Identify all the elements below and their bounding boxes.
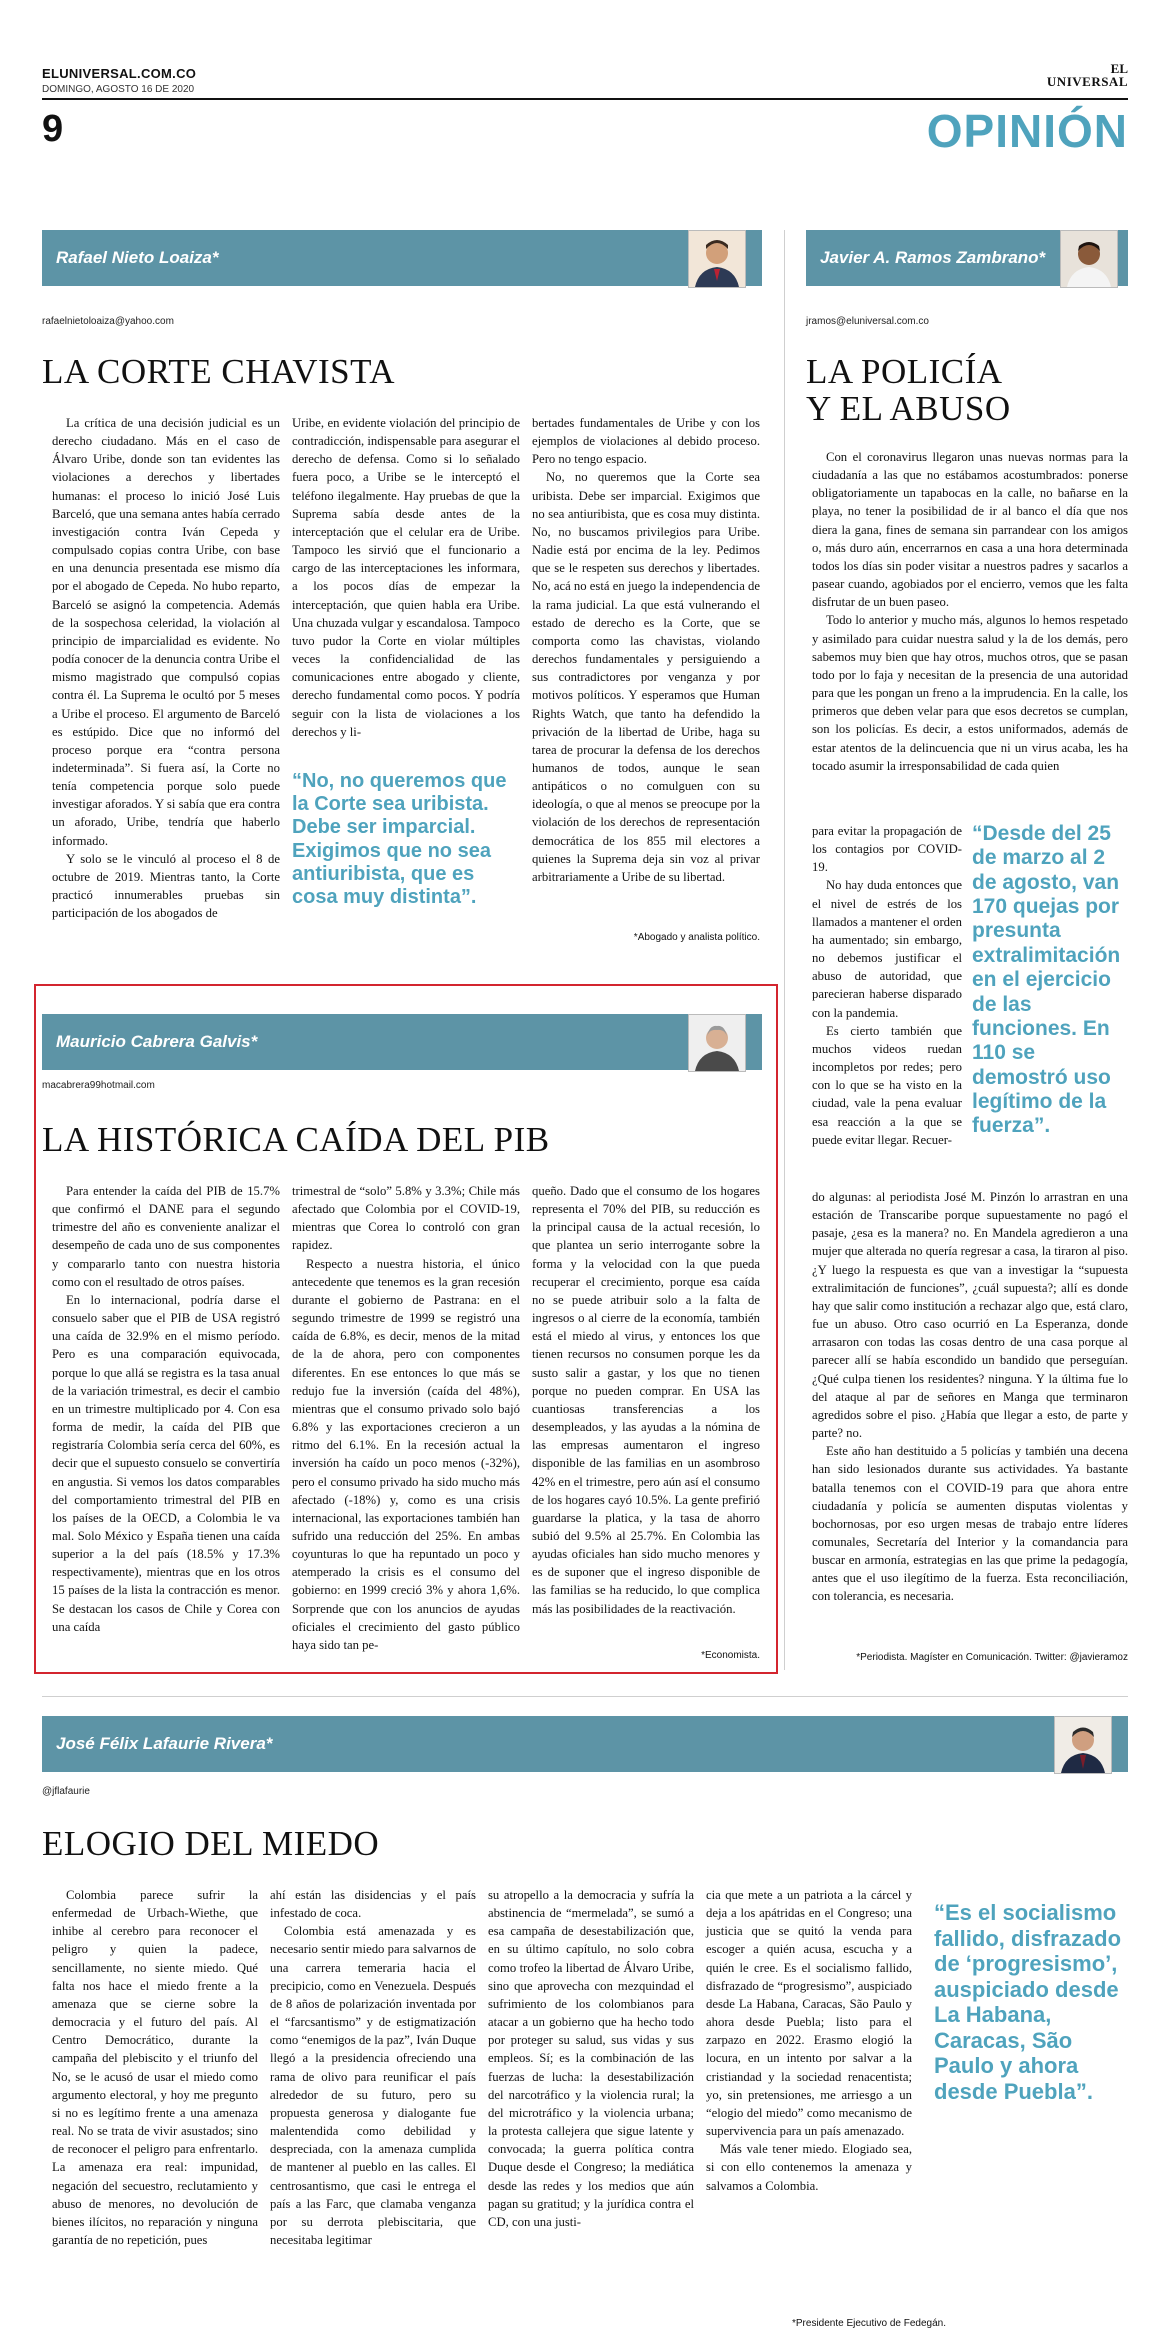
paragraph: queño. Dado que el consumo de los hogares representa el 70% del PIB, su reducción es la principal causa de la actual recesión, lo que plantea un serio interrogante sobre la forma y la velocidad con la que pueda recuperar el crecimiento, porque esa caída no se puede atribuir solo a la falta de ingresos o al cierre de la economía, también está el miedo al virus, y entonces los que tienen recursos no consumen porque les da susto salir a gastar, y los que no tienen porque no pueden comprar. En USA las cuantiosas transferencias a los desempleados, y las ayudas a la nómina de las empresas aumentaron el ingreso disponible de las familias en un asombroso 42% en el trimestre, pero aún así el consumo de los hogares cayó 10.5%. La gente prefirió guardarse la platica, y la tasa de ahorro subió del 9.5% al 25.7%. En Colombia las ayudas oficiales han sido mucho menores y es de suponer que el ingreso disponible de las familias se ha reducido, lo que complica más las posibilidades de la reactivación. [532,1184,760,1616]
article-column [706,1886,912,2195]
paragraph: Colombia está amenazada y es necesario sentir miedo para salvarnos de una carrera temeraria hacia el precipicio, como en Venezuela. Después de 8 años de polarización inventada por el “farcsantismo” y de estigmatización como “enemigos de la paz”, Iván Duque llegó a la presidencia ofreciendo una rama de olivo para reunificar el país alrededor de su futuro, pero su propuesta generosa y dialogante fue malentendida como debilidad y despreciada, con la amenaza cumplida de mantener al pueblo en las calles. El centrosantismo, que casi le entrega el país a las Farc, que clamaba venganza por su derrota plebiscitaria, que necesitaba legitimar [270,1924,476,2247]
article-column [812,1188,1128,1606]
author-portrait [688,230,746,288]
article-column [532,414,760,886]
author-email[interactable]: macabrera99hotmail.com [42,1080,155,1091]
article-column [52,414,280,922]
author-name: Rafael Nieto Loaiza* [56,248,219,267]
article-column [52,1886,258,2249]
author-email[interactable]: rafaelnietoloaiza@yahoo.com [42,316,174,327]
author-bar-ramos [806,230,1128,286]
paragraph: Este año han destituido a 5 policías y también una decena han sido lesionados durante sus actividades. Ya bastante batalla tenemos con el COVID-19 para que ahora entre ciudadanía y policía se aumenten disputas violentas y bochornosas, por eso urgen mesas de trabajo entre líderes comunales, Secretaría del Interior y la comandancia para buscar en armonía, estrategias en las que prime la pedagogía, antes que el uso ilegítimo de la fuerza. Esta reconciliación, con tolerancia, es necesaria. [812,1444,1128,1604]
author-bar-lafaurie [42,1716,1128,1772]
paragraph: Colombia parece sufrir la enfermedad de Urbach-Wiethe, que inhibe al cerebro para reconocer el peligro y quien la padece, sencillamente, no siente miedo. Qué falta nos hace el miedo frente a la amenaza que se cierne sobre la democracia y el futuro del país. Al Centro Democrático, durante la campaña del plebiscito y el triunfo del No, se le acusó de usar el miedo como argumento electoral, y hoy me pregunto si no es legítimo frente a una amenaza real. No se trata de vivir asustados; sino de reconocer el peligro para enfrentarlo. La amenaza era real: impunidad, negación del secuestro, reclutamiento y abuso de menores, no devolución de bienes ilícitos, no reparación y ninguna garantía de no repetición, pues [52,1888,258,2247]
site-name[interactable]: ELUNIVERSAL.COM.CO [42,66,197,81]
paragraph: Y solo se le vinculó al proceso el 8 de octubre de 2019. Mientras tanto, la Corte practicó innumerables pruebas sin participación de los abogados de [52,851,280,921]
paragraph: Más vale tener miedo. Elogiado sea, si con ello contenemos la amenaza y salvamos a Colombia. [706,2142,912,2193]
newspaper-logo: EL UNIVERSAL [1046,61,1128,89]
paragraph: trimestral de “solo” 5.8% y 3.3%; Chile más afectado que Colombia por el COVID-19, mientras que Corea lo controló con gran rapidez. [292,1184,520,1253]
author-portrait [1060,230,1118,288]
paragraph: Para entender la caída del PIB de 15.7% que confirmó el DANE para el segundo trimestre del año es conveniente analizar el desempeño de cada uno de sus componentes y compararlo tanto con nuestra historia como con el resultado de otros países. [52,1184,280,1289]
article-column [812,448,1128,775]
paragraph: para evitar la propagación de los contagios por COVID-19. [812,824,962,875]
masthead-rule [42,98,1128,100]
page-number: 9 [42,108,64,150]
paragraph: Uribe, en evidente violación del principio de contradicción, indispensable para asegurar el derecho de defensa. Como si lo señalado fuera poco, a Uribe se le interceptó el teléfono ilegalmente. Hay pruebas de que la Suprema sabía desde antes de la interceptación que el celular era de Uribe. Tampoco les sirvió que el funcionario a cargo de las interceptaciones les informara, a los pocos días de empezar la interceptación, que quien habla era Uribe. Una chuzada vulgar y escandalosa. Tampoco tuvo pudor la Corte en violar múltiples veces la confidencialidad de las comunicaciones entre abogado y cliente, derecho fundamental como pocos. Y podría seguir con la lista de violaciones a los derechos y li- [292,416,520,739]
paragraph: Todo lo anterior y mucho más, algunos lo hemos respetado y asimilado para cuidar nuestra salud y la de los demás, pero sabemos muy bien que hay otros, muchos otros, que se pasan todo por lo faja y necesitan de la presencia de una autoridad para que les pongan un freno a la imprudencia. En la calle, los primeros que deben velar para que esos decretos se cumplan, son los policías. Es decir, a estos uniformados, además de estar atentos de la delincuencia que ni un virus acaba, les ha tocado asumir la irresponsabilidad de cada quien [812,613,1128,773]
author-bar-nieto [42,230,762,286]
paragraph: La crítica de una decisión judicial es un derecho ciudadano. Más en el caso de Álvaro Uribe, donde son tan evidentes las violaciones a derechos y libertades humanas: el proceso lo inició José Luis Barceló, que una semana antes había cerrado investigación contra Iván Cepeda y compulsado copias contra Uribe, con base en una denuncia presentada ese mismo día por el abogado de Cepeda. No hubo reparto, Barceló se asignó la competencia. Además de la sospechosa celeridad, la violación al principio de imparcialidad es evidente. No podía conocer de la denuncia contra Uribe el mismo magistrado que compulsó copias contra él. La Suprema le ocultó por 5 meses a Uribe el proceso. El argumento de Barceló es estúpido. Dice que no informó del proceso porque era “contra persona indeterminada”. Si fuera así, la Corte no tenía competencia porque solo puede investigar aforados. Y si sabía que era contra un aforado, Uribe, tendría que haberlo informado. [52,416,280,848]
paragraph: ahí están las disidencias y el país infestado de coca. [270,1888,476,1921]
paragraph: No hay duda entonces que el nivel de estrés de los llamados a mantener el orden ha aumentado; sin embargo, no debemos justificar el abuso de autoridad, que parecieran haberse disparado con la pandemia. [812,878,962,1020]
headline: LA CORTE CHAVISTA [42,352,395,391]
article-column [532,1182,760,1618]
article-column [292,414,520,741]
pull-quote: “No, no queremos que la Corte sea uribista. Debe ser imparcial. Exigimos que no sea antiuribista, que es cosa muy distinta”. [292,770,507,908]
article-column [292,1182,520,1654]
issue-date: DOMINGO, AGOSTO 16 DE 2020 [42,84,195,95]
paragraph: su atropello a la democracia y sufría la abstinencia de “mermelada”, se sumó a esa campaña de desestabilización que, en su último capítulo, no solo cobra como trofeo la libertad de Álvaro Uribe, sino que aprovecha con mezquindad el sufrimiento de los colombianos para atacar a un gobierno que ha hecho todo por proteger su salud, sus vidas y sus empleos. Sí; es la combinación de las fuerzas de lucha: la desestabilización del narcotráfico y la violencia rural; la del microtráfico y la violencia urbana; la protesta callejera que sigue latente y convocada; la guerra política contra Duque desde el Congreso; la mediática desde las redes y los medios que aún pagan su gratitud; y la jurídica contra el CD, con una justi- [488,1888,694,2229]
headline: LA HISTÓRICA CAÍDA DEL PIB [42,1120,550,1159]
author-credential: *Economista. [701,1650,760,1661]
author-email[interactable]: jramos@eluniversal.com.co [806,316,929,327]
article-column [52,1182,280,1636]
author-portrait [1054,1716,1112,1774]
section-divider [42,1696,1128,1697]
author-credential: *Abogado y analista político. [633,932,760,943]
paragraph: cia que mete a un patriota a la cárcel y deja a los apátridas en el Congreso; una justicia que se quitó la venda para escoger a quién acusa, escucha y a quién le cree. Es el socialismo fallido, disfrazado de “progresismo”, auspiciado desde La Habana, Caracas, São Paulo y ahora desde Puebla; listo para el zarpazo en 2022. Erasmo elogió la locura, en un intento por salvar a la cristiandad y la sociedad renacentista; yo, sin pretensiones, me arriesgo a un “elogio del miedo” como mecanismo de supervivencia para un país amenazado. [706,1888,912,2139]
author-credential: *Presidente Ejecutivo de Fedegán. [792,2318,946,2329]
author-portrait [688,1014,746,1072]
article-column [488,1886,694,2231]
author-credential: *Periodista. Magíster en Comunicación. Twitter: @javieramoz [856,1652,1128,1663]
paragraph: En lo internacional, podría darse el consuelo saber que el PIB de USA registró una caída de 32.9% en el mismo período. Pero es una comparación equivocada, porque lo que allá se registra es la tasa anual de la variación trimestral, es decir el cambio en un trimestre multiplicado por 4. Con esa forma de medir, la caída del PIB que registraría Colombia sería cerca del 60%, es decir que el supuesto consuelo se convertiría en angustia. Si vemos los datos comparables del comportamiento trimestral del PIB en los países de la OECD, a Colombia le va mal. Solo México y España tienen una caída superior a la del país (18.5% y 17.3% respectivamente), mientras que en los otros 15 países de la lista la contracción es menor. Se destacan los casos de Chile y Corea con una caída [52,1292,280,1634]
column-divider [784,230,785,1670]
paragraph: bertades fundamentales de Uribe y con los ejemplos de violaciones al debido proceso. Pero no tengo espacio. [532,416,760,467]
author-bar-cabrera [42,1014,762,1070]
article-column [270,1886,476,2249]
pull-quote: “Es el socialismo fallido, disfrazado de ‘progresismo’, auspiciado desde La Habana, Caracas, São Paulo y ahora desde Puebla”. [934,1900,1122,2104]
pull-quote: “Desde del 25 de marzo al 2 de agosto, van 170 quejas por presunta extralimitación en el ejercicio de las funciones. En 110 se demostró uso legítimo de la fuerza”. [972,822,1121,1138]
section-title: OPINIÓN [926,105,1128,157]
paragraph: No, no queremos que la Corte sea uribista. Debe ser imparcial. Exigimos que no sea antiuribista, que es cosa muy distinta. No, no buscamos privilegios para Uribe. Nadie está por encima de la ley. Pedimos que se le respeten sus derechos y libertades. No, acá no está en juego la independencia de la rama judicial. La que está vulnerando el estado de derecho es la Corte, que se comporta como las chavistas, violando derechos fundamentales y persiguiendo a sus contradictores por venganza y por motivos políticos. Y esperamos que Human Rights Watch, que tanto ha defendido la privación de la libertad de Uribe, haga su tarea de procurar la defensa de los derechos humanos de todos, aunque le sean antipáticos o no comulguen con su ideología, o que al menos se preocupe por la violación de los derechos de representación democrática de los 855 mil electores a quienes la Suprema deja sin voz al privar arbitrariamente a Uribe de su libertad. [532,470,760,884]
paragraph: Con el coronavirus llegaron unas nuevas normas para la ciudadanía a las que no estábamos acostumbrados: ponerse obligatoriamente un tapabocas en la calle, no bañarse en la playa, no tener la posibilidad de ir al banco el día que nos diera la gana, fines de semana sin parrandear con los amigos o, más duro aún, encerrarnos en casa a una hora determinada todos los días sin poder visitar a nuestros padres y sacarlos a pasear cuando, agobiados por el encierro, vemos que les falta disfrutar de un buen paseo. [812,450,1128,610]
article-column [812,822,962,1149]
author-name: José Félix Lafaurie Rivera* [56,1734,273,1753]
paragraph: Respecto a nuestra historia, el único antecedente que tenemos es la gran recesión durante el gobierno de Pastrana: en el segundo trimestre de 1999 se registró una caída de 6.8%, es decir, menos de la mitad de la de ahora, pero con componentes diferentes. En ese entonces lo que más se redujo fue la inversión (caída del 48%), mientras que el consumo privado solo bajó 6.8% y las exportaciones crecieron a un ritmo del 6.1%. En la recesión actual la inversión ha caído un poco menos (-32%), pero el consumo privado ha sido mucho más afectado (-18%) y, como es una crisis internacional, las exportaciones también han sufrido una reducción del 25%. En ambas coyunturas lo que ha repuntado un poco y atemperado la crisis es el consumo del gobierno: en 1999 creció 3% y ahora 1,6%. Sorprende que con los anuncios de ayudas oficiales el crecimiento del gasto público haya sido tan pe- [292,1256,520,1652]
headline-line: Y EL ABUSO [806,388,1011,428]
headline [806,354,1011,428]
author-name: Mauricio Cabrera Galvis* [56,1032,258,1051]
author-handle[interactable]: @jflafaurie [42,1786,90,1797]
headline-line: LA POLICÍA [806,352,1003,391]
paragraph: do algunas: al periodista José M. Pinzón lo arrastran en una estación de Transcaribe porque supuestamente no pagó el pasaje, ¿esa es la manera? no. En Mandela agredieron a una mujer que alterada no quería regresar a casa, la tiraron al piso. ¿Y luego la respuesta es que van a investigar la “supuesta extralimitación de funciones”, ¿cuál supuesta?; allí es donde hay que salir como institución a rechazar algo que, está claro, fue un abuso. Otro caso ocurrió en La Esperanza, donde arrasaron con todas las cosas dentro de una casa porque al parecer allí se había escondido un bandido que perseguían. ¿Qué culpa tienen los residentes? ninguna. Y la última fue lo del ataque al par de señores en Manga que terminaron agredidos sobre el piso. ¿Había que llegar a esto, de parte y parte? no. [812,1190,1128,1441]
headline: ELOGIO DEL MIEDO [42,1824,380,1863]
paragraph: Es cierto también que muchos videos ruedan incompletos por redes; pero con lo que se ha visto en la ciudad, vale la pena evaluar esa reacción a la que se puede evitar llegar. Recuer- [812,1023,962,1147]
author-name: Javier A. Ramos Zambrano* [820,248,1046,267]
